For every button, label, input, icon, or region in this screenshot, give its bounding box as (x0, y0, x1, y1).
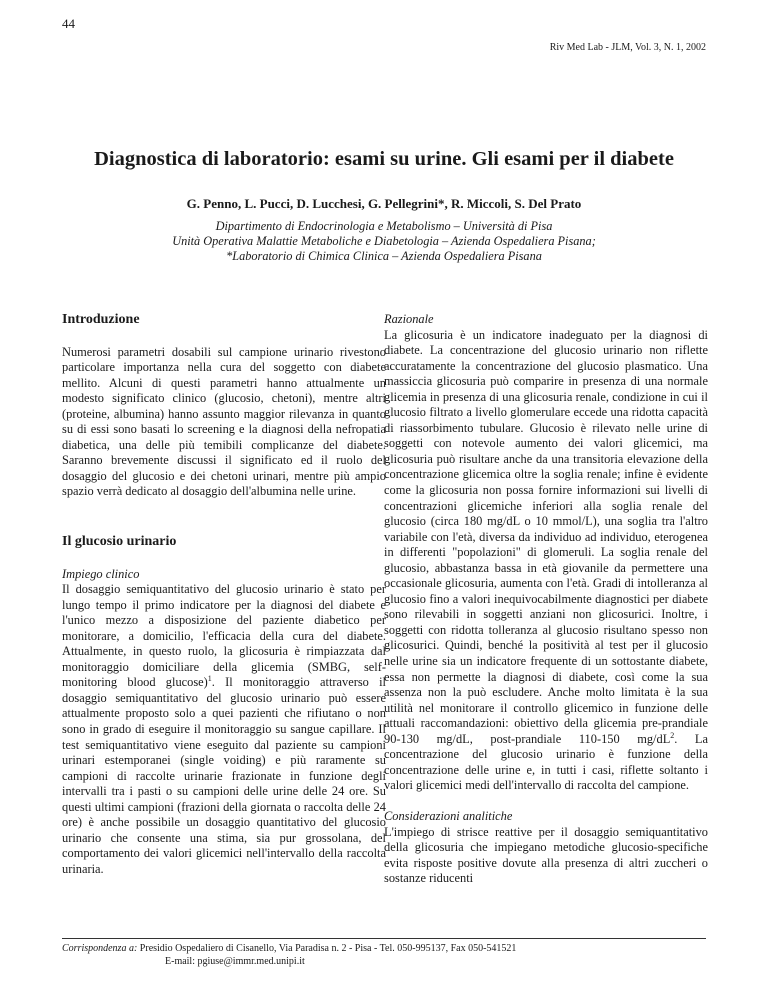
right-column (384, 312, 708, 887)
affiliation-1: Dipartimento di Endocrinologia e Metabolismo – Università di Pisa (215, 219, 553, 233)
rationale-subheading: Razionale (384, 312, 434, 326)
correspondence-email: E-mail: pgiuse@immr.med.unipi.it (165, 956, 305, 967)
correspondence-label: Corrispondenza a: (62, 943, 138, 954)
clinical-use-subheading: Impiego clinico (62, 566, 140, 581)
introduction-paragraph: Numerosi parametri dosabili sul campione urinario rivestono particolare importanza nella cura del soggetto con diabete mellito. Alcuni di questi parametri hanno attualmente un modesto significato clinico (glucosio, chetoni), mentre altri (proteine, albumina) hanno assunto maggior rilevanza in quanto su di essi sono basati lo screening e la diagnosi della nefropatia diabetica, una delle più temibili complicanze del diabete. Saranno brevemente discussi il significato ed il ruolo del dosaggio del glucosio e dei chetoni urinari, mentre più ampio spazio verrà dedicato al dosaggio dell'albumina nelle urine. (62, 344, 386, 499)
affiliation-2: Unità Operativa Malattie Metaboliche e Diabetologia – Azienda Ospedaliera Pisana; (172, 234, 596, 248)
urinary-glucose-heading: Il glucosio urinario (62, 534, 177, 550)
page-number: 44 (62, 16, 75, 31)
left-column (62, 312, 386, 878)
rationale-text-b: . La concentrazione del glucosio urinario è funzione della concentrazione delle urine e, in tutti i casi, riflette soltanto i valori glicemici medi dell'intervallo di raccolta del campione. (384, 731, 708, 793)
author-list: G. Penno, L. Pucci, D. Lucchesi, G. Pellegrini*, R. Miccoli, S. Del Prato (186, 196, 582, 211)
affiliation-3: *Laboratorio di Chimica Clinica – Azienda Ospedaliera Pisana (226, 249, 542, 263)
article-title: Diagnostica di laboratorio: esami su urine. Gli esami per il diabete (94, 148, 674, 170)
reference-2: 2 (670, 730, 675, 740)
correspondence-address: Presidio Ospedaliero di Cisanello, Via Paradisa n. 2 - Pisa - Tel. 050-995137, Fax 050-541521 (139, 943, 517, 954)
clinical-use-paragraph (62, 582, 386, 877)
introduction-heading: Introduzione (62, 312, 140, 327)
affiliations (0, 219, 768, 264)
running-head: Riv Med Lab - JLM, Vol. 3, N. 1, 2002 (549, 42, 706, 53)
reference-1: 1 (207, 674, 212, 684)
analytic-paragraph: L'impiego di strisce reattive per il dosaggio semiquantitativo della glicosuria che impiegano metodiche glucosio-specifiche evita risposte positive dovute alla presenza di altri zuccheri o sostanze riducenti (384, 824, 708, 886)
analytic-subheading: Considerazioni analitiche (384, 808, 513, 823)
rationale-paragraph (384, 328, 708, 794)
correspondence-note (62, 942, 516, 968)
clinical-use-text-b: . Il monitoraggio attraverso il dosaggio semiquantitativo del glucosio urinario può essere attualmente proposto solo a quei pazienti che rifiutano o non sono in grado di eseguire il monitoraggio su sangue capillare. Il test semiquantitativo viene eseguito dal paziente su campioni urinari estemporanei (single voiding) e più raramente su campioni di raccolte urinarie frazionate in funzione degli intervalli tra i pasti o su campioni delle urine delle 24 ore. Su questi ultimi campioni (frazioni della giornata o raccolta delle 24 ore) è anche possibile un dosaggio quantitativo del glucosio urinario che consente una stima, sia pur grossolana, del comportamento dei valori glicemici nell'intervallo della raccolta urinaria. (62, 675, 386, 876)
clinical-use-text-a: Il dosaggio semiquantitativo del glucosio urinario è stato per lungo tempo il primo indicatore per la diagnosi del diabete e l'unico mezzo a disposizione del paziente diabetico per monitorare, a domicilio, l'efficacia della cura del diabete. Attualmente, in questo ruolo, la glicosuria è rimpiazzata dal monitoraggio domiciliare della glicemia (SMBG, self-monitoring blood glucose) (62, 582, 386, 690)
rationale-text-a: La glicosuria è un indicatore inadeguato per la diagnosi di diabete. La concentrazione del glucosio urinario non riflette accuratamente la concentrazione del glucosio plasmatico. Una massiccia glicosuria può comparire in presenza di una normale glicemia in presenza di una glicosuria renale, condizione in cui il glucosio filtrato a livello glomerulare eccede una ridotta capacità di riassorbimento tubulare. Glucosio è rilevato nelle urine di soggetti con notevole aumento dei valori glicemici, ma glicosuria può risultare anche da una transitoria elevazione della concentrazione glicemica oltre la soglia renale; infine è evidente come la glicosuria non possa fornire informazioni sui livelli di concentrazioni glicemiche inferiori alla soglia renale del glucosio (circa 180 mg/dL o 10 mmol/L), una soglia tra l'altro variabile con l'età, diversa da individuo ad individuo, eterogenea in differenti "popolazioni" di glomeruli. La soglia renale del glucosio, abbastanza bassa in età giovanile da permettere una occasionale glicosuria, aumenta con l'età. Gradi di intolleranza al glucosio fino a valori inequivocabilmente diagnostici per diabete sono rilevabili in soggetti anziani non glicosurici. Inoltre, i soggetti con ridotta tolleranza al glucosio risultano spesso non glicosurici. Quindi, benché la positività al test per il glucosio nelle urine sia un indicatore frequente di un sottostante diabete, essa non permette la diagnosi di diabete, così come la sua assenza non la può escludere. Anche molto limitata è la sua utilità nel monitorare il controllo glicemico in funzione delle attuali raccomandazioni: obiettivo della glicemia pre-prandiale 90-130 mg/dL, post-prandiale 110-150 mg/dL (384, 327, 708, 746)
footer-divider (62, 938, 706, 939)
